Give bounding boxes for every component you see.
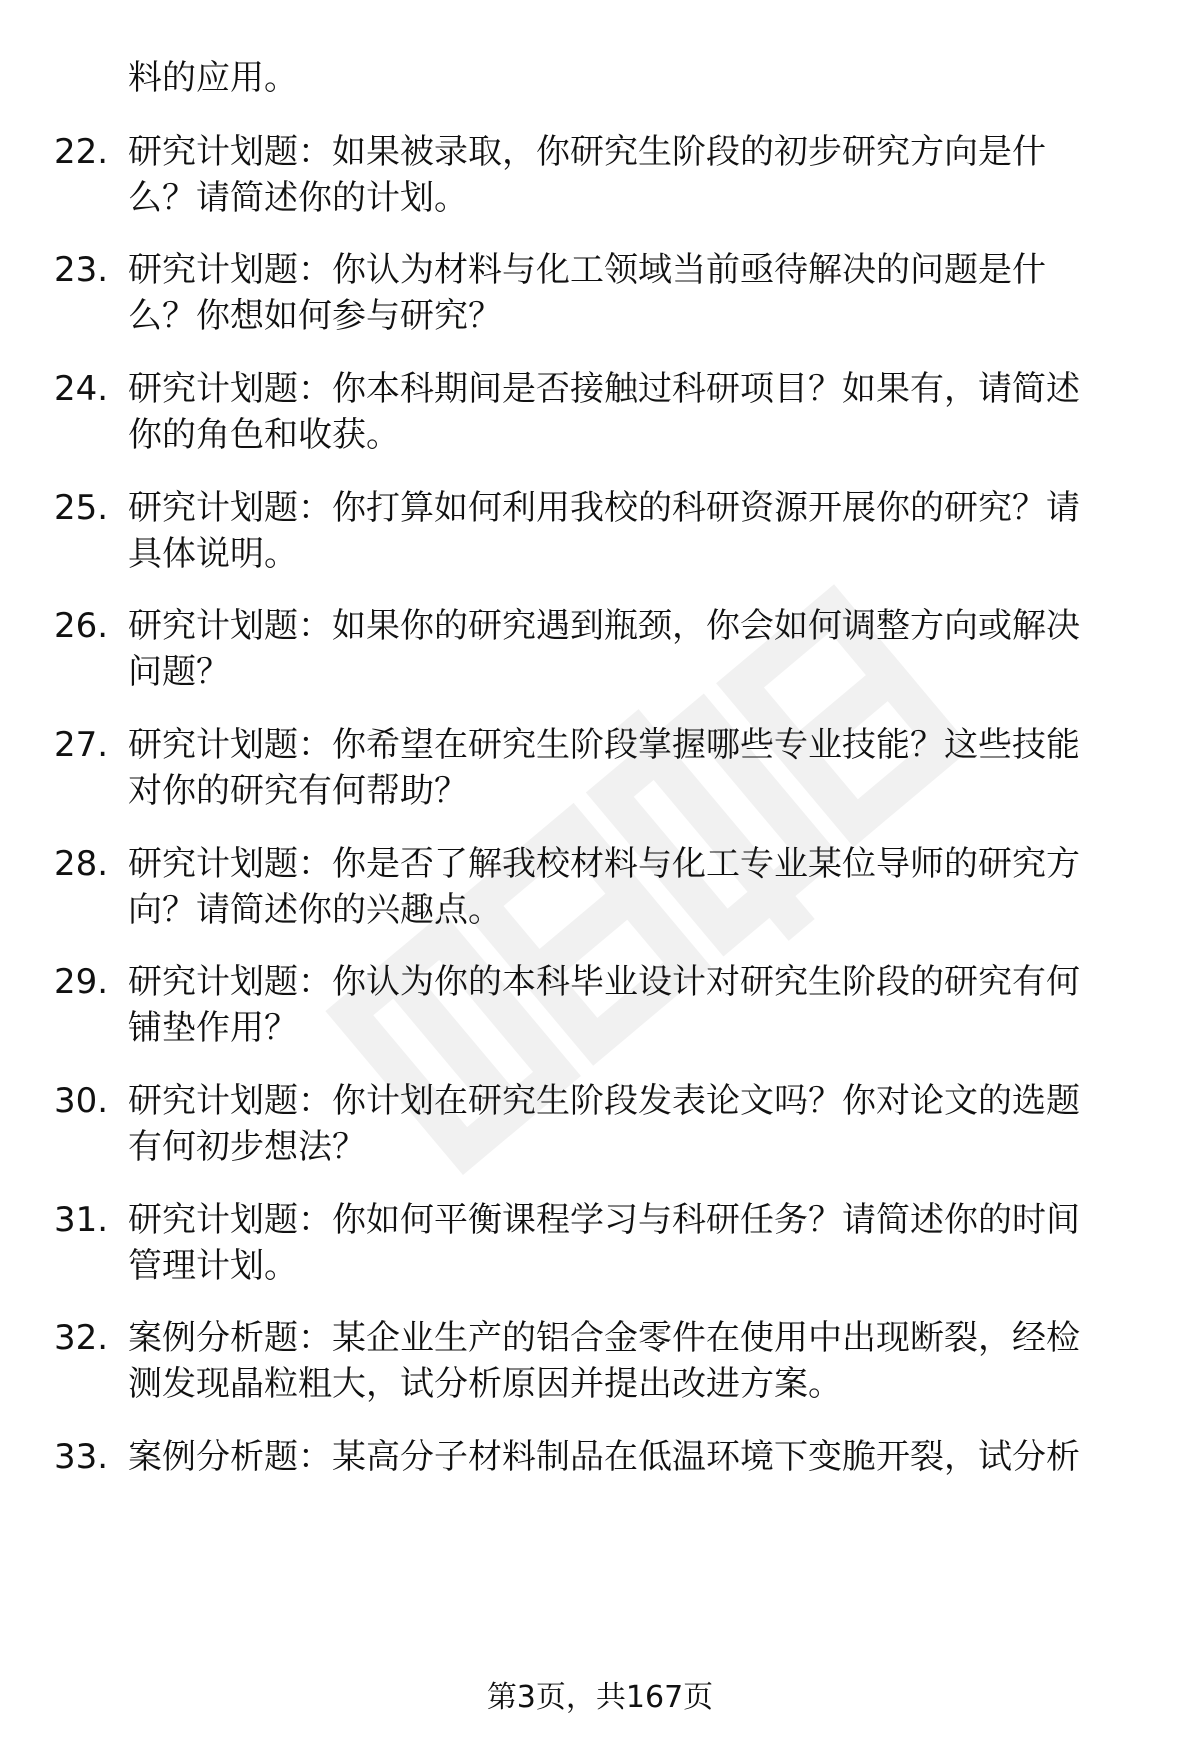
question-item [0, 1315, 1200, 1415]
question-text-line2: 你的角色和收获。 [128, 415, 400, 455]
question-text-line1: 研究计划题：你计划在研究生阶段发表论文吗？你对论文的选题 [128, 1081, 1080, 1121]
question-text-line2: 铺垫作用？ [128, 1008, 298, 1048]
question-text-line1: 研究计划题：你是否了解我校材料与化工专业某位导师的研究方 [128, 844, 1080, 884]
question-item [0, 1078, 1200, 1178]
question-text-line1: 研究计划题：如果被录取，你研究生阶段的初步研究方向是什 [128, 132, 1046, 172]
question-number: 29. [54, 962, 109, 1002]
question-text-line1: 研究计划题：你如何平衡课程学习与科研任务？请简述你的时间 [128, 1200, 1080, 1240]
question-number: 26. [54, 606, 109, 646]
question-number: 32. [54, 1318, 109, 1358]
question-text-line1: 案例分析题：某企业生产的铝合金零件在使用中出现断裂，经检 [128, 1318, 1080, 1358]
question-number: 30. [54, 1081, 109, 1121]
question-number: 33. [54, 1437, 109, 1477]
question-text-line1: 研究计划题：你打算如何利用我校的科研资源开展你的研究？请 [128, 488, 1080, 528]
question-number: 31. [54, 1200, 109, 1240]
question-item [0, 722, 1200, 822]
question-text-line1: 研究计划题：如果你的研究遇到瓶颈，你会如何调整方向或解决 [128, 606, 1080, 646]
question-item [0, 366, 1200, 466]
question-text-line2: 有何初步想法？ [128, 1127, 366, 1167]
question-item [0, 129, 1200, 229]
question-item [0, 485, 1200, 585]
page-footer: 第3页，共167页 [486, 1680, 714, 1715]
question-number: 23. [54, 250, 109, 290]
question-text-line2: 向？请简述你的兴趣点。 [128, 890, 502, 930]
continuation-text: 料的应用。 [128, 58, 298, 98]
question-text-line2: 问题？ [128, 652, 230, 692]
question-number: 22. [54, 132, 109, 172]
question-number: 25. [54, 488, 109, 528]
question-text-line1: 研究计划题：你希望在研究生阶段掌握哪些专业技能？这些技能 [128, 725, 1080, 765]
question-text-line2: 对你的研究有何帮助？ [128, 771, 468, 811]
question-text-line2: 么？请简述你的计划。 [128, 178, 468, 218]
question-text-line1: 研究计划题：你认为你的本科毕业设计对研究生阶段的研究有何 [128, 962, 1080, 1002]
question-number: 28. [54, 844, 109, 884]
question-item [0, 1434, 1200, 1534]
question-item [0, 247, 1200, 347]
question-text-line1: 研究计划题：你认为材料与化工领域当前亟待解决的问题是什 [128, 250, 1046, 290]
question-item [0, 1197, 1200, 1297]
question-text-line2: 测发现晶粒粗大，试分析原因并提出改进方案。 [128, 1364, 842, 1404]
question-text-line1: 研究计划题：你本科期间是否接触过科研项目？如果有，请简述 [128, 369, 1080, 409]
question-item [0, 959, 1200, 1059]
question-text-line2: 管理计划。 [128, 1246, 298, 1286]
question-number: 27. [54, 725, 109, 765]
question-item [0, 841, 1200, 941]
question-number: 24. [54, 369, 109, 409]
question-text-line2: 具体说明。 [128, 534, 298, 574]
question-item [0, 603, 1200, 703]
question-text-line1: 案例分析题：某高分子材料制品在低温环境下变脆开裂，试分析 [128, 1437, 1080, 1477]
question-text-line2: 么？你想如何参与研究？ [128, 296, 502, 336]
